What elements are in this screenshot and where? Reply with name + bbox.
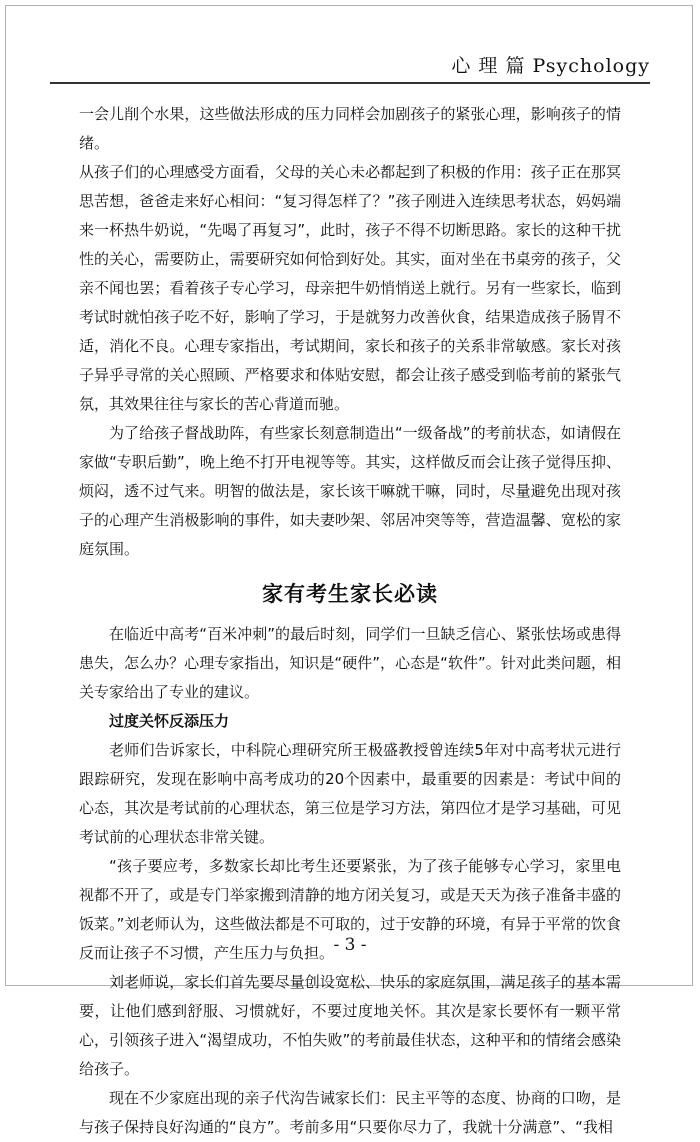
section-intro: 在临近中高考“百米冲刺”的最后时刻，同学们一旦缺乏信心、紧张怯场或患得患失，怎么办？心理专家指出，知识是“硬件”，心态是“软件”。针对此类问题，相关专家给出了专业的建议。 [79,625,621,701]
section-title: 家有考生家长必读 [262,581,438,606]
body-paragraph-2: 从孩子们的心理感受方面看，父母的关心未必都起到了积极的作用：孩子正在那冥思苦想，爸爸走来好心相问：“复习得怎样了？”孩子刚进入连续思考状态，妈妈端来一杯热牛奶说，“先喝了再复习”，此时，孩子不得不切断思路。家长的这种干扰性的关心，需要防止，需要研究如何恰到好处。其实，面对坐在书桌旁的孩子，父亲不闻也罢；看着孩子专心学习，母亲把牛奶悄悄送上就行。另有一些家长，临到考试时就怕孩子吃不好，影响了学习，于是就努力改善伙食，结果造成孩子肠胃不适，消化不良。心理专家指出，考试期间，家长和孩子的关系非常敏感。家长对孩子异乎寻常的关心照顾、严格要求和体贴安慰，都会让孩子感受到临考前的紧张气氛，其效果往往与家长的苦心背道而驰。 [79,163,621,413]
section-paragraph-2: “孩子要应考，多数家长却比考生还要紧张，为了孩子能够专心学习，家里电视都不开了，或是专门举家搬到清静的地方闭关复习，或是天天为孩子准备丰盛的饭菜。”刘老师认为，这些做法都是不可取的，过于安静的环境，有异于平常的饮食反而让孩子不习惯，产生压力与负担。 [79,857,621,962]
section-paragraph-1: 老师们告诉家长，中科院心理研究所王极盛教授曾连续5年对中高考状元进行跟踪研究，发现在影响中高考成功的20个因素中，最重要的因素是：考试中间的心态，其次是考试前的心理状态，第三位是学习方法，第四位才是学习基础，可见考试前的心理状态非常关键。 [79,741,621,846]
section-paragraph-3: 刘老师说，家长们首先要尽量创设宽松、快乐的家庭氛围，满足孩子的基本需要，让他们感到舒服、习惯就好，不要过度地关怀。其次是家长要怀有一颗平常心，引领孩子进入“渴望成功，不怕失败”的考前最佳状态，这种平和的情绪会感染给孩子。 [79,973,621,1078]
section-subhead: 过度关怀反添压力 [109,712,230,730]
running-header [50,52,650,84]
body-paragraph-3: 为了给孩子督战助阵，有些家长刻意制造出“一级备战”的考前状态，如请假在家做“专职后勤”，晚上绝不打开电视等等。其实，这样做反而会让孩子觉得压抑、烦闷，透不过气来。明智的做法是，家长该干嘛就干嘛，同时，尽量避免出现对孩子的心理产生消极影响的事件，如夫妻吵架、邻居冲突等等，营造温馨、宽松的家庭氛围。 [79,424,621,558]
page-content [79,100,621,1142]
header-title: 心 理 篇 Psychology [451,55,650,77]
page-number: - 3 - [333,935,367,955]
section-paragraph-4: 现在不少家庭出现的亲子代沟告诫家长们：民主平等的态度、协商的口吻，是与孩子保持良好沟通的“良方”。考前多用“只要你尽力了，我就十分满意”、“我相 [79,1089,621,1136]
body-paragraph-1: 一会儿削个水果，这些做法形成的压力同样会加剧孩子的紧张心理，影响孩子的情绪。 [79,105,621,152]
